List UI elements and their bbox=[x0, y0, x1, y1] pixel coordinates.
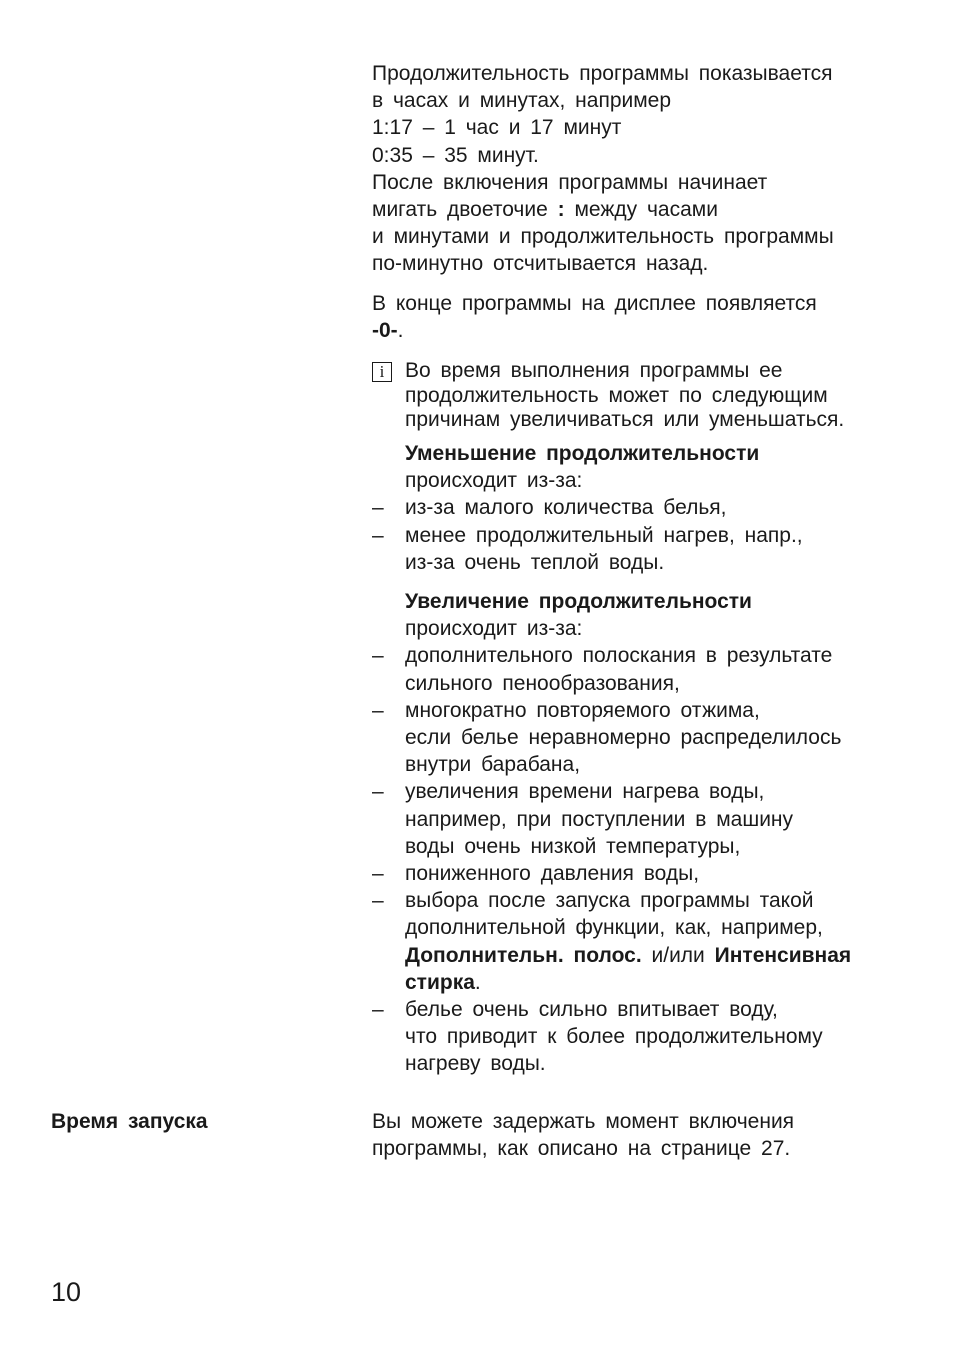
text-fragment: . bbox=[474, 970, 481, 994]
increase-section bbox=[372, 588, 912, 1078]
text-line: пониженного давления воды, bbox=[405, 862, 700, 886]
list-item bbox=[372, 522, 912, 576]
section-subheading: происходит из-за: bbox=[405, 469, 583, 493]
text-line: многократно повторяемого отжима, bbox=[405, 698, 760, 722]
dash-bullet: – bbox=[372, 523, 384, 547]
text-line: менее продолжительный нагрев, напр., bbox=[405, 523, 803, 547]
options-line bbox=[405, 942, 912, 969]
text-line: внутри барабана, bbox=[405, 753, 581, 777]
colon-symbol: : bbox=[557, 198, 565, 222]
section-heading: Уменьшение продолжительности bbox=[405, 442, 760, 465]
colon-line bbox=[372, 196, 912, 223]
list-item bbox=[372, 778, 912, 860]
text-line: увеличения времени нагрева воды, bbox=[405, 780, 765, 804]
decrease-section bbox=[372, 440, 912, 576]
display-value-line bbox=[372, 317, 912, 344]
info-block bbox=[372, 359, 912, 433]
list-item bbox=[372, 887, 912, 996]
list-item bbox=[372, 996, 912, 1078]
start-time-text bbox=[372, 1108, 912, 1162]
dash-bullet: – bbox=[372, 698, 384, 722]
dash-bullet: – bbox=[372, 998, 384, 1022]
text-line: После включения программы начинает bbox=[372, 170, 768, 194]
text-line: например, при поступлении в машину bbox=[405, 807, 794, 831]
text-line: по-минутно отсчитывается назад. bbox=[372, 252, 709, 276]
text-line: из-за очень теплой воды. bbox=[405, 550, 665, 574]
info-icon: i bbox=[372, 362, 392, 382]
text-line: сильного пенообразования, bbox=[405, 671, 680, 695]
page-number: 10 bbox=[51, 1277, 82, 1307]
text-fragment: и/или bbox=[651, 943, 705, 967]
text-line: белье очень сильно впитывает воду, bbox=[405, 998, 778, 1022]
section-subheading: происходит из-за: bbox=[405, 617, 583, 641]
text-line: программы, как описано на странице 27. bbox=[372, 1137, 791, 1161]
section-label-start-time: Время запуска bbox=[51, 1110, 208, 1133]
text-line: дополнительного полоскания в результате bbox=[405, 644, 833, 668]
text-fragment: мигать двоеточие bbox=[372, 198, 548, 222]
text-line: если белье неравномерно распределилось bbox=[405, 726, 842, 750]
text-line: причинам увеличиваться или уменьшаться. bbox=[405, 408, 845, 432]
dash-bullet: – bbox=[372, 780, 384, 804]
text-line: дополнительной функции, как, например, bbox=[405, 916, 823, 940]
text-fragment: между часами bbox=[574, 198, 718, 222]
options-line bbox=[405, 969, 912, 996]
option-name: Интенсивная bbox=[714, 943, 852, 967]
duration-intro bbox=[372, 60, 912, 278]
option-name: стирка bbox=[405, 970, 475, 994]
text-line: выбора после запуска программы такой bbox=[405, 889, 814, 913]
text-line: 1:17 – 1 час и 17 минут bbox=[372, 116, 622, 140]
text-fragment: . bbox=[397, 319, 404, 343]
text-line: воды очень низкой температуры, bbox=[405, 834, 741, 858]
list-item bbox=[372, 697, 912, 779]
text-line: нагреву воды. bbox=[405, 1052, 546, 1076]
list-item bbox=[372, 860, 912, 887]
list-item bbox=[372, 642, 912, 696]
text-line: продолжительность может по следующим bbox=[405, 383, 828, 407]
text-line: в часах и минутах, например bbox=[372, 89, 672, 113]
dash-bullet: – bbox=[372, 862, 384, 886]
text-line: из-за малого количества белья, bbox=[405, 496, 727, 520]
dash-bullet: – bbox=[372, 644, 384, 668]
dash-bullet: – bbox=[372, 496, 384, 520]
display-value: -0- bbox=[372, 319, 398, 343]
text-line: и минутами и продолжительность программы bbox=[372, 225, 834, 249]
option-name: Дополнительн. полос. bbox=[405, 943, 642, 967]
section-heading: Увеличение продолжительности bbox=[405, 590, 752, 613]
text-line: В конце программы на дисплее появляется bbox=[372, 292, 817, 315]
end-note bbox=[372, 290, 912, 344]
text-line: что приводит к более продолжительному bbox=[405, 1025, 823, 1049]
list-item bbox=[372, 494, 912, 521]
text-line: Вы можете задержать момент включения bbox=[372, 1110, 795, 1133]
text-line: 0:35 – 35 минут. bbox=[372, 143, 539, 167]
text-line: Во время выполнения программы ее bbox=[405, 359, 783, 382]
text-line: Продолжительность программы показывается bbox=[372, 62, 833, 85]
dash-bullet: – bbox=[372, 889, 384, 913]
